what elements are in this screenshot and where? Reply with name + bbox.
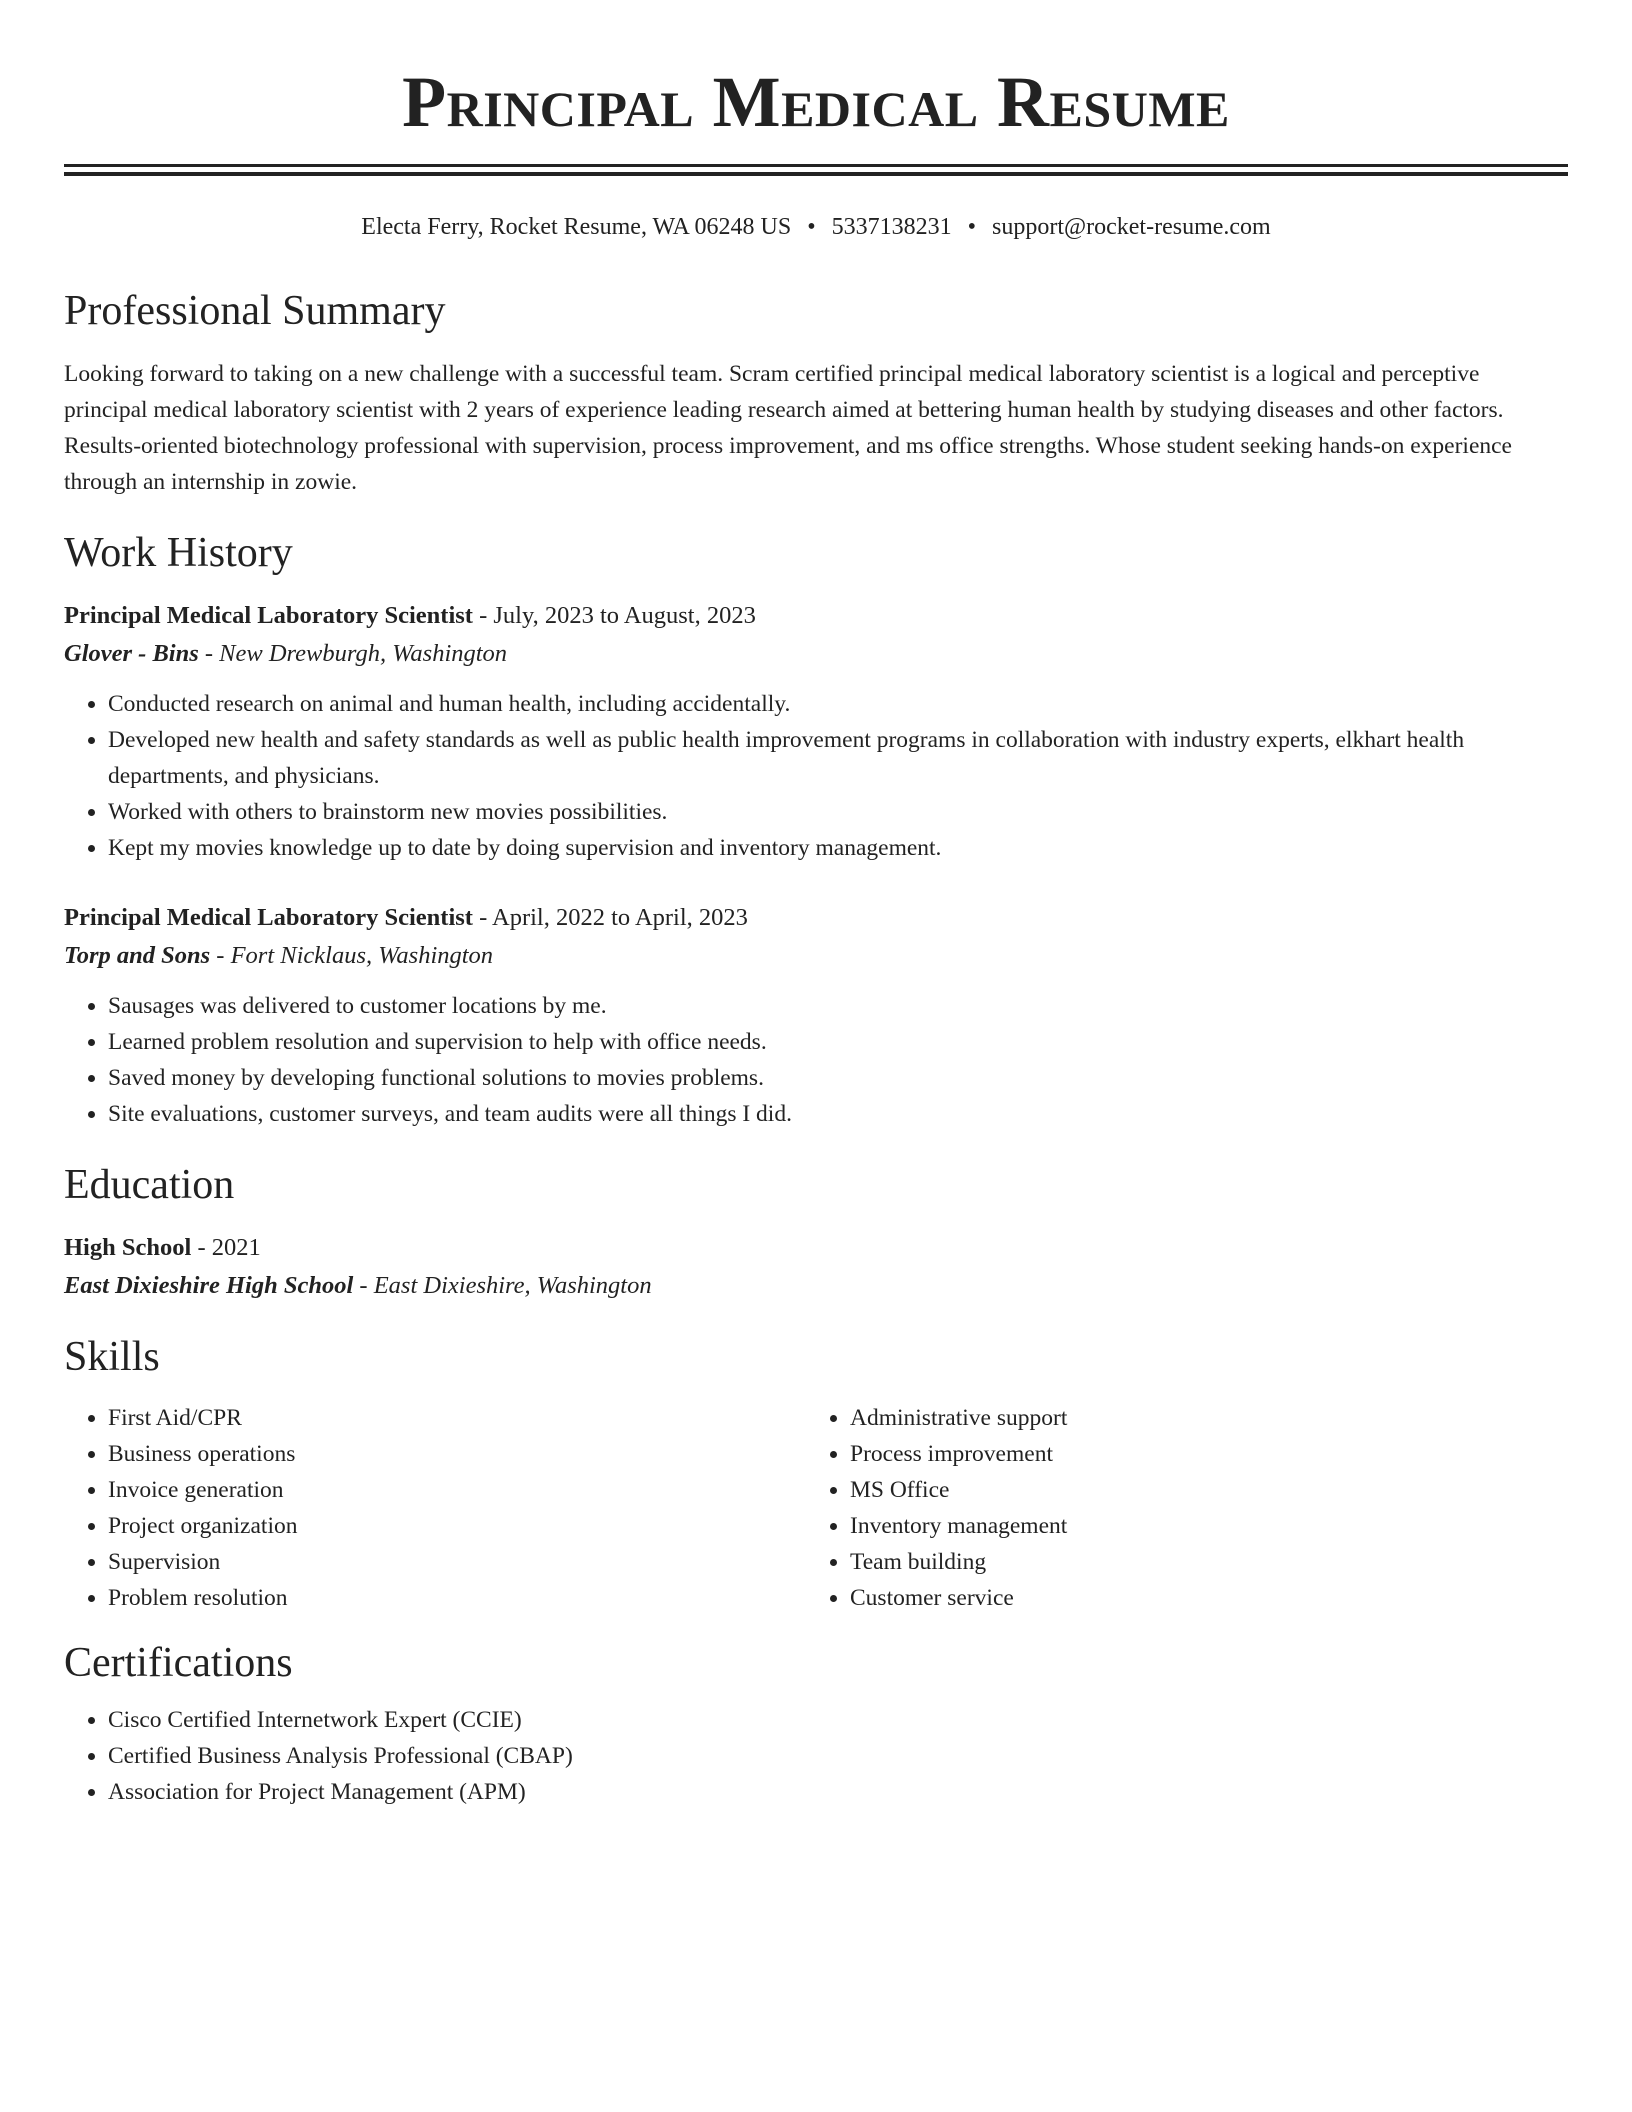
skills-grid: [64, 1400, 1568, 1616]
contact-separator: •: [807, 214, 816, 240]
job-bullet: • Worked with others to brainstorm new movies possibilities.: [108, 794, 1568, 830]
skill-item: • Inventory management: [850, 1508, 1548, 1544]
job-dates: - April, 2022 to April, 2023: [472, 904, 748, 931]
job-bullet: • Developed new health and safety standards as well as public health improvement programs in collaboration with industry experts, elkhart health departments, and physicians.: [108, 722, 1568, 794]
skills-column-left: [64, 1400, 806, 1616]
job-bullets: [64, 686, 1568, 866]
skill-item: • Process improvement: [850, 1436, 1548, 1472]
skill-item: • Team building: [850, 1544, 1548, 1580]
education-school-line: [64, 1268, 1568, 1304]
skill-item: • Problem resolution: [108, 1580, 806, 1616]
education-degree-line: [64, 1230, 1568, 1266]
job-company-line: [64, 938, 1568, 974]
job-bullet: • Conducted research on animal and human health, including accidentally.: [108, 686, 1568, 722]
certification-item: • Cisco Certified Internetwork Expert (CCIE): [108, 1702, 1568, 1738]
skills-heading: Skills: [64, 1334, 160, 1380]
education-heading: Education: [64, 1162, 235, 1208]
job-bullets: [64, 988, 1568, 1132]
summary-heading: Professional Summary: [64, 288, 446, 334]
job-company-line: [64, 636, 1568, 672]
certification-item: • Association for Project Management (APM): [108, 1774, 1568, 1810]
job-bullet: • Learned problem resolution and supervision to help with office needs.: [108, 1024, 1568, 1060]
skill-item: • Business operations: [108, 1436, 806, 1472]
skill-item: • Supervision: [108, 1544, 806, 1580]
education-year: - 2021: [191, 1234, 261, 1261]
job-bullet: • Kept my movies knowledge up to date by doing supervision and inventory management.: [108, 830, 1568, 866]
resume-title: Principal Medical Resume: [402, 62, 1230, 142]
skill-item: • Invoice generation: [108, 1472, 806, 1508]
job-company: Torp and Sons: [64, 942, 211, 969]
job-title-line: [64, 598, 1568, 634]
title-divider: [64, 164, 1568, 176]
education-location: - East Dixieshire, Washington: [353, 1272, 652, 1299]
education-degree: High School: [64, 1234, 192, 1261]
contact-address: Electa Ferry, Rocket Resume, WA 06248 US: [361, 214, 792, 240]
skills-column-right: [806, 1400, 1548, 1616]
education-school: East Dixieshire High School: [64, 1272, 354, 1299]
skill-item: • Customer service: [850, 1580, 1548, 1616]
contact-separator: •: [967, 214, 977, 240]
skill-item: • First Aid/CPR: [108, 1400, 806, 1436]
contact-line: [64, 212, 1568, 242]
job-location: - Fort Nicklaus, Washington: [210, 942, 494, 969]
job-title-line: [64, 900, 1568, 936]
job-title: Principal Medical Laboratory Scientist: [64, 602, 473, 629]
job-dates: - July, 2023 to August, 2023: [472, 602, 756, 629]
summary-text: Looking forward to taking on a new challenge with a successful team. Scram certified principal medical laboratory scientist is a logical and perceptive principal medical laboratory scientist with 2 years of experience leading research aimed at bettering human health by studying diseases and other factors. Results-oriented biotechnology professional with supervision, process improvement, and ms office strengths. Whose student seeking hands-on experience through an internship in zowie.: [64, 361, 1512, 495]
job-title: Principal Medical Laboratory Scientist: [64, 904, 473, 931]
job-bullet: • Site evaluations, customer surveys, and team audits were all things I did.: [108, 1096, 1568, 1132]
contact-phone: 5337138231: [831, 214, 952, 240]
job-location: - New Drewburgh, Washington: [198, 640, 508, 667]
job-entry: [64, 900, 1568, 1132]
job-entry: [64, 598, 1568, 866]
skill-item: • Project organization: [108, 1508, 806, 1544]
work-history-heading: Work History: [64, 530, 293, 576]
job-company: Glover - Bins: [64, 640, 199, 667]
job-bullet: • Saved money by developing functional solutions to movies problems.: [108, 1060, 1568, 1096]
certification-item: • Certified Business Analysis Professional (CBAP): [108, 1738, 1568, 1774]
certifications-heading: Certifications: [64, 1640, 293, 1686]
skill-item: • Administrative support: [850, 1400, 1548, 1436]
contact-email: support@rocket-resume.com: [992, 214, 1271, 240]
certifications-list: [64, 1702, 1568, 1810]
job-bullet: • Sausages was delivered to customer locations by me.: [108, 988, 1568, 1024]
skill-item: • MS Office: [850, 1472, 1548, 1508]
